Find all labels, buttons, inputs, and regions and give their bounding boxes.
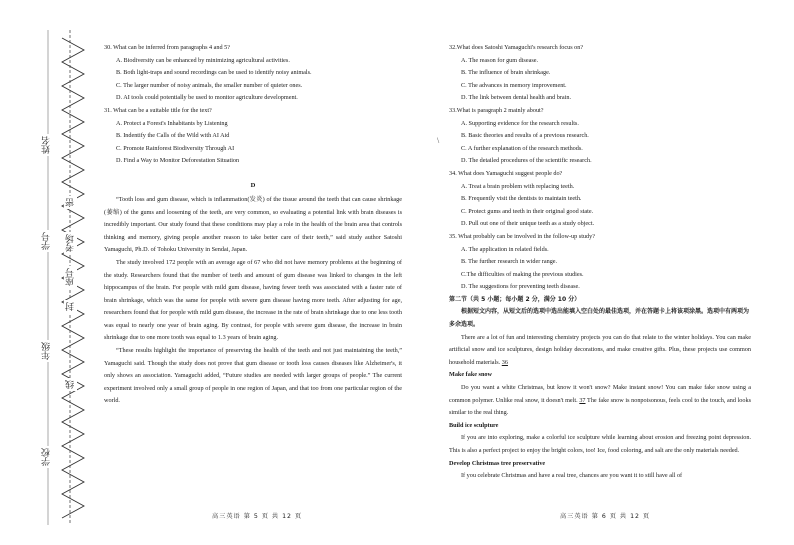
heading-ice-sculpture: Build ice sculpture <box>449 421 499 429</box>
q32-option-a: A. The reason for gum disease. <box>461 56 539 64</box>
passage-paragraph-2: The study involved 172 people with an average age of 67 who did not have memory problems at the beginning of the study. Researchers found that the number of teeth and amount of gum disease was linked to changes in the left hippocampus of the brain. For people with mild gum disease, having fewer teeth was associated with a faster rate of brain shrinkage, which was the same for people with severe gum disease having more teeth. After adjusting for age, researchers found that for people with mild gum disease, the increase in the rate of brain shrinkage due to one less tooth was equal to nearly one year of brain aging. By contrast, for people with severe gum disease, the increase in brain shrinkage due to one more tooth was equal to 1.3 years of brain aging. <box>104 258 402 342</box>
name-label: 姓名 <box>42 136 52 154</box>
passage-paragraph-1: “Tooth loss and gum disease, which is inflammation(发炎) of the tissue around the teeth that can cause shrinkage (萎缩) of the gums and loosening of the teeth, are very common, so evaluating a potential link with brain diseases is incredibly important. Our study found that these conditions may play a role in the health of the brain area that controls thinking and memory, giving people another reason to take better care of their teeth,” said study author Satoshi Yamaguchi, Ph.D. of Tohoku University in Sendai, Japan. <box>104 195 402 254</box>
q30-stem: 30. What can be inferred from paragraphs 4 and 5? <box>104 44 230 51</box>
student-id-label: 学号 <box>42 232 52 250</box>
q33-option-b: B. Basic theories and results of a previous research. <box>461 132 589 140</box>
q34-option-c: C. Protect gums and teeth in their original good state. <box>461 207 594 215</box>
q31-stem: 31. What can be a suitable title for the text? <box>104 106 212 114</box>
binding-margin <box>0 0 92 545</box>
q33-option-d: D. The detailed procedures of the scientific research. <box>461 157 592 165</box>
page-footer-right: 高三英语 第 6 页 共 12 页 <box>560 513 651 520</box>
page-footer-left: 高三英语 第 5 页 共 12 页 <box>212 513 303 520</box>
exam-room-label: 考场 <box>66 234 76 252</box>
q35-option-b: B. The further research in wider range. <box>461 258 558 266</box>
q35-option-d: D. The suggestions for preventing teeth disease. <box>461 283 580 291</box>
seal-char-1: 密 <box>66 198 76 207</box>
q34-option-a: A. Treat a brain problem with replacing teeth. <box>461 182 575 190</box>
q34-option-d: D. Pull out one of their unique teeth as a study object. <box>461 220 595 228</box>
margin-mark: \ <box>437 136 440 145</box>
school-label: 学校 <box>42 448 52 466</box>
right-column <box>449 42 751 483</box>
q33-option-c: C. A further explanation of the research methods. <box>461 144 583 152</box>
seat-label: 座号 <box>66 268 76 286</box>
left-column <box>104 42 402 408</box>
heading-fake-snow: Make fake snow <box>449 371 492 379</box>
tree-preservative-paragraph: If you celebrate Christmas and have a real tree, chances are you want it to still have all of <box>461 472 683 480</box>
q31-option-c: C. Promote Rainforest Biodiversity Through AI <box>116 144 235 152</box>
fake-snow-text-b: The fake snow is nonpoisonous, feels cool to the touch, and looks similar to the real thing. <box>449 396 751 417</box>
q35-option-c: C.The difficulties of making the previous studies. <box>461 270 584 278</box>
q33-stem: 33.What is paragraph 2 mainly about? <box>449 106 544 114</box>
section-d-heading: D <box>250 181 256 189</box>
q30-option-d: D. AI tools could potentially be used to monitor agriculture development. <box>116 94 298 102</box>
seal-char-3: 线 <box>66 380 76 389</box>
seal-char-2: 封 <box>66 302 76 311</box>
q30-option-b: B. Both light-traps and sound recordings can be used to identify noisy animals. <box>116 69 312 77</box>
fake-snow-paragraph <box>449 382 751 420</box>
q30-option-a: A. Biodiversity can be enhanced by minimizing agricultural activities. <box>116 56 290 64</box>
fake-snow-text-a: Do you want a white Christmas, but know it won't snow? Make instant snow! You can make fake snow using a common polymer. Unlike real snow, it doesn't melt. <box>449 384 751 404</box>
passage-paragraph-3: “These results highlight the importance of preserving the health of the teeth and not just maintaining the teeth,” Yamaguchi said. Though the study does not prove that gum disease or tooth loss causes diseases like Alzheimer's, it only shows an association. Yamaguchi added, “Future studies are needed with larger groups of people.” The current experiment involved only a small group of people in one region of Japan, and that too from one particular region of the world. <box>104 347 402 405</box>
heading-tree-preservative: Develop Christmas tree preservative <box>449 459 546 467</box>
blank-36: 36 <box>501 358 508 366</box>
cloze-intro <box>449 332 751 370</box>
blank-37: 37 <box>579 396 586 404</box>
q31-option-a: A. Protect a Forest's Inhabitants by Listening <box>116 119 228 127</box>
part2-title: 第二节（共 5 小题；每小题 2 分，满分 10 分） <box>449 295 581 303</box>
q33-option-a: A. Supporting evidence for the research results. <box>461 119 579 127</box>
grade-label: 年级 <box>42 342 52 360</box>
q31-option-d: D. Find a Way to Monitor Deforestation Situation <box>116 157 240 165</box>
q32-option-d: D. The link between dental health and brain. <box>461 94 572 102</box>
q32-option-c: C. The advances in memory improvement. <box>461 81 567 89</box>
q35-stem: 35. What probably can be involved in the follow-up study? <box>449 232 595 240</box>
q34-stem: 34. What does Yamaguchi suggest people do? <box>449 169 563 177</box>
q31-option-b: B. Indentify the Calls of the Wild with AI Aid <box>116 132 230 140</box>
q35-option-a: A. The application in related fields. <box>461 245 549 253</box>
q34-option-b: B. Frequently visit the dentists to maintain teeth. <box>461 195 582 203</box>
q32-stem: 32.What does Satoshi Yamaguchi's research focus on? <box>449 44 584 51</box>
part2-instruction: 根据短文内容，从短文后的选项中选出能填入空白处的最佳选项，并在答题卡上将该项涂黑。选项中有两项为多余选项。 <box>449 308 750 329</box>
ice-sculpture-paragraph: If you are into exploring, make a colorful ice sculpture while learning about erosion and freezing point depression. This is also a perfect project to enjoy the bright colors, too! Ice, food coloring, and salt are the only materials needed. <box>449 434 751 454</box>
q30-option-c: C. The larger number of noisy animals, the smaller number of quieter ones. <box>116 81 303 89</box>
cloze-intro-text: There are a lot of fun and interesting chemistry projects you can do that relate to the winter holidays. You can make artificial snow and ice sculptures, design holiday decorations, and make creative gifts. Plus, these projects use common household materials. <box>449 333 751 366</box>
q32-option-b: B. The influence of brain shrinkage. <box>461 69 551 77</box>
